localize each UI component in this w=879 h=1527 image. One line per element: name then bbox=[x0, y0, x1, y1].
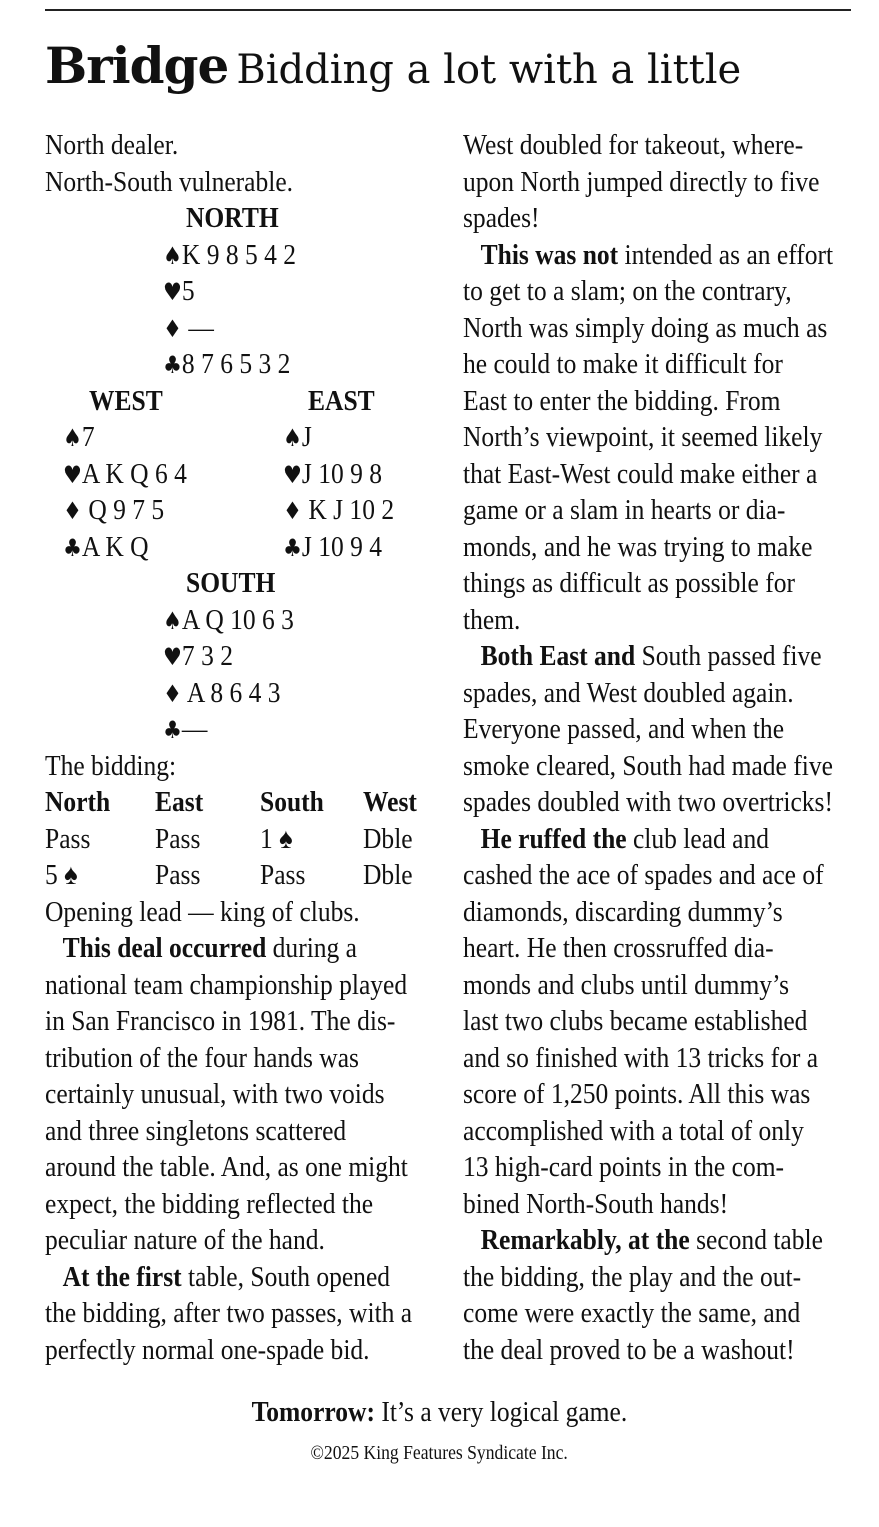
text-line: around the table. And, as one might bbox=[45, 1151, 408, 1183]
east-spades: ♠J bbox=[283, 421, 312, 453]
south-clubs: ♣— bbox=[163, 713, 208, 745]
bidding-intro: The bidding: bbox=[45, 749, 177, 782]
heart-icon: ♥ bbox=[283, 460, 302, 489]
bidding-header-row bbox=[45, 784, 433, 821]
north-spades: ♠K 9 8 5 4 2 bbox=[163, 238, 297, 271]
text-line: in San Francisco in 1981. The dis- bbox=[45, 1005, 396, 1037]
north-hearts: ♥5 bbox=[163, 275, 195, 307]
text-line: national team championship played bbox=[45, 968, 408, 1001]
west-diamonds: ♦ Q 9 7 5 bbox=[63, 494, 165, 526]
north-hand bbox=[45, 200, 433, 383]
bidding-row bbox=[45, 821, 433, 858]
club-icon: ♣ bbox=[163, 716, 182, 744]
text-line: and so finished with 13 tricks for a bbox=[463, 1041, 819, 1074]
top-rule bbox=[45, 9, 851, 11]
dealer-line: North dealer. bbox=[45, 129, 179, 161]
text-line: them. bbox=[463, 603, 521, 636]
bid-cell: Dble bbox=[363, 822, 413, 855]
south-hand bbox=[45, 565, 433, 748]
paragraph-lead-in: Both East and bbox=[480, 640, 636, 672]
text-line: spades, and West doubled again. bbox=[463, 676, 794, 709]
text-line: come were exactly the same, and bbox=[463, 1297, 801, 1329]
spade-icon: ♠ bbox=[283, 424, 302, 452]
bid-header-south: South bbox=[260, 786, 324, 818]
club-icon: ♣ bbox=[163, 351, 182, 379]
text-line: cashed the ace of spades and ace of bbox=[463, 859, 824, 891]
text-line: score of 1,250 points. All this was bbox=[463, 1078, 811, 1110]
text-line: diamonds, discarding dummy’s bbox=[463, 895, 783, 928]
text-line: bined North-South hands! bbox=[463, 1187, 729, 1220]
bid-cell: Pass bbox=[45, 822, 91, 855]
text-line: spades doubled with two overtricks! bbox=[463, 786, 833, 818]
paragraph-2-continued bbox=[463, 127, 851, 237]
bid-cell: Dble bbox=[363, 859, 413, 891]
bid-header-east: East bbox=[155, 786, 204, 818]
text-line: the deal proved to be a washout! bbox=[463, 1333, 795, 1366]
text-line: Everyone passed, and when the bbox=[463, 713, 785, 745]
diamond-icon: ♦ bbox=[163, 314, 182, 343]
tomorrow-text: It’s a very logical game. bbox=[375, 1396, 628, 1428]
text-line: the bidding, after two passes, with a bbox=[45, 1297, 413, 1329]
text-line: spades! bbox=[463, 202, 540, 234]
text-line: accomplished with a total of only bbox=[463, 1114, 804, 1147]
east-hearts: ♥J 10 9 8 bbox=[283, 457, 383, 490]
west-label: WEST bbox=[89, 384, 163, 417]
south-spades: ♠A Q 10 6 3 bbox=[163, 603, 294, 636]
text-line: expect, the bidding reflected the bbox=[45, 1187, 374, 1220]
spade-icon: ♠ bbox=[163, 606, 182, 635]
paragraph-lead-in: This deal occurred bbox=[62, 932, 267, 964]
paragraph-5: He ruffed the club lead and cashed the ace of spades and ace of diamonds, discarding dummy’s heart. He then crossruffed dia- monds and clubs until dummy’s last two clubs became established and so finished with 13 tricks for a score of 1,250 points. All this was accomplished with a total of only 13 high-card points in the com- bined North-South hands! bbox=[463, 821, 851, 1223]
spade-icon: ♠ bbox=[163, 241, 182, 270]
text-line: smoke cleared, South had made five bbox=[463, 749, 833, 782]
west-hearts: ♥A K Q 6 4 bbox=[63, 457, 187, 490]
text-line: game or a slam in hearts or dia- bbox=[463, 494, 786, 526]
east-diamonds: ♦ K J 10 2 bbox=[283, 494, 395, 526]
text-line: peculiar nature of the hand. bbox=[45, 1224, 325, 1256]
text-line: that East-West could make either a bbox=[463, 457, 818, 490]
text-line: heart. He then crossruffed dia- bbox=[463, 932, 774, 964]
left-column bbox=[45, 127, 433, 1368]
south-diamonds: ♦ A 8 6 4 3 bbox=[163, 676, 281, 709]
text-line: monds, and he was trying to make bbox=[463, 530, 813, 563]
text-line: things as difficult as possible for bbox=[463, 567, 795, 599]
diamond-icon: ♦ bbox=[283, 497, 302, 525]
text-line: and three singletons scattered bbox=[45, 1114, 347, 1147]
text-line: North was simply doing as much as bbox=[463, 311, 828, 344]
text-line: certainly unusual, with two voids bbox=[45, 1078, 385, 1110]
bidding-table bbox=[45, 784, 433, 894]
text-line: 13 high-card points in the com- bbox=[463, 1151, 785, 1183]
headline-bar bbox=[45, 36, 741, 95]
north-clubs: ♣8 7 6 5 3 2 bbox=[163, 348, 291, 380]
bid-cell: 5 ♠ bbox=[45, 859, 78, 891]
column-kicker: Bridge bbox=[45, 36, 229, 95]
club-icon: ♣ bbox=[283, 533, 302, 562]
text-line: monds and clubs until dummy’s bbox=[463, 968, 790, 1001]
text-line: perfectly normal one-spade bid. bbox=[45, 1333, 370, 1366]
paragraph-4: Both East and South passed five spades, and West doubled again. Everyone passed, and when the smoke cleared, South had made five spades doubled with two overtricks! bbox=[463, 638, 851, 821]
diamond-icon: ♦ bbox=[163, 679, 182, 708]
heart-icon: ♥ bbox=[63, 460, 82, 489]
bid-header-north: North bbox=[45, 786, 111, 818]
text-line: upon North jumped directly to five bbox=[463, 165, 820, 198]
text-line: tribution of the four hands was bbox=[45, 1041, 359, 1074]
diamond-icon: ♦ bbox=[63, 497, 82, 525]
right-column bbox=[463, 127, 851, 1368]
text-line: North’s viewpoint, it seemed likely bbox=[463, 421, 823, 453]
paragraph-6: Remarkably, at the second table the bidding, the play and the out- come were exactly the same, and the deal proved to be a washout! bbox=[463, 1222, 851, 1368]
west-spades: ♠7 bbox=[63, 421, 95, 453]
east-clubs: ♣J 10 9 4 bbox=[283, 530, 383, 563]
text-line: he could to make it difficult for bbox=[463, 348, 783, 380]
south-label: SOUTH bbox=[186, 567, 276, 599]
club-icon: ♣ bbox=[63, 533, 82, 562]
copyright: ©2025 King Features Syndicate Inc. bbox=[310, 1442, 569, 1464]
paragraph-1: This deal occurred during a national team championship played in San Francisco in 1981. The dis- tribution of the four hands was certainly unusual, with two voids and three singletons scattered around the table. And, as one might expect, the bidding reflected the peculiar nature of the hand. bbox=[45, 930, 433, 1259]
bid-cell: Pass bbox=[260, 859, 306, 891]
text-line: the bidding, the play and the out- bbox=[463, 1260, 802, 1293]
heart-icon: ♥ bbox=[163, 643, 182, 671]
bidding-row bbox=[45, 857, 433, 894]
south-hearts: ♥7 3 2 bbox=[163, 640, 233, 672]
text-line: last two clubs became established bbox=[463, 1005, 808, 1037]
opening-lead: Opening lead — king of clubs. bbox=[45, 895, 360, 928]
tomorrow-teaser bbox=[0, 1396, 879, 1429]
bid-cell: Pass bbox=[155, 859, 201, 891]
heart-icon: ♥ bbox=[163, 278, 182, 306]
paragraph-lead-in: Remarkably, at the bbox=[480, 1224, 690, 1256]
paragraph-lead-in: At the first bbox=[62, 1260, 182, 1293]
east-label: EAST bbox=[308, 384, 375, 417]
bid-cell: Pass bbox=[155, 822, 201, 855]
text-line: West doubled for takeout, where- bbox=[463, 129, 804, 161]
bid-header-west: West bbox=[363, 786, 417, 818]
paragraph-2: At the first table, South opened the bidding, after two passes, with a perfectly normal one-spade bid. bbox=[45, 1259, 433, 1369]
north-label: NORTH bbox=[186, 202, 279, 234]
vulnerability-line: North-South vulnerable. bbox=[45, 165, 294, 198]
text-line: to get to a slam; on the contrary, bbox=[463, 275, 792, 307]
west-clubs: ♣A K Q bbox=[63, 530, 149, 563]
headline: Bidding a lot with a little bbox=[236, 47, 742, 93]
paragraph-lead-in: This was not bbox=[480, 238, 619, 271]
west-east-hands bbox=[45, 383, 433, 566]
tomorrow-label: Tomorrow: bbox=[251, 1396, 376, 1428]
spade-icon: ♠ bbox=[63, 424, 82, 452]
north-diamonds: ♦ — bbox=[163, 311, 214, 344]
paragraph-3: This was not intended as an effort to get to a slam; on the contrary, North was simply doing as much as he could to make it difficult for East to enter the bidding. From North’s viewpoint, it seemed likely that East-West could make either a game or a slam in hearts or dia- monds, and he was trying to make things as difficult as possible for them. bbox=[463, 237, 851, 639]
text-line: East to enter the bidding. From bbox=[463, 384, 781, 417]
bid-cell: 1 ♠ bbox=[260, 822, 293, 855]
paragraph-lead-in: He ruffed the bbox=[480, 822, 627, 855]
